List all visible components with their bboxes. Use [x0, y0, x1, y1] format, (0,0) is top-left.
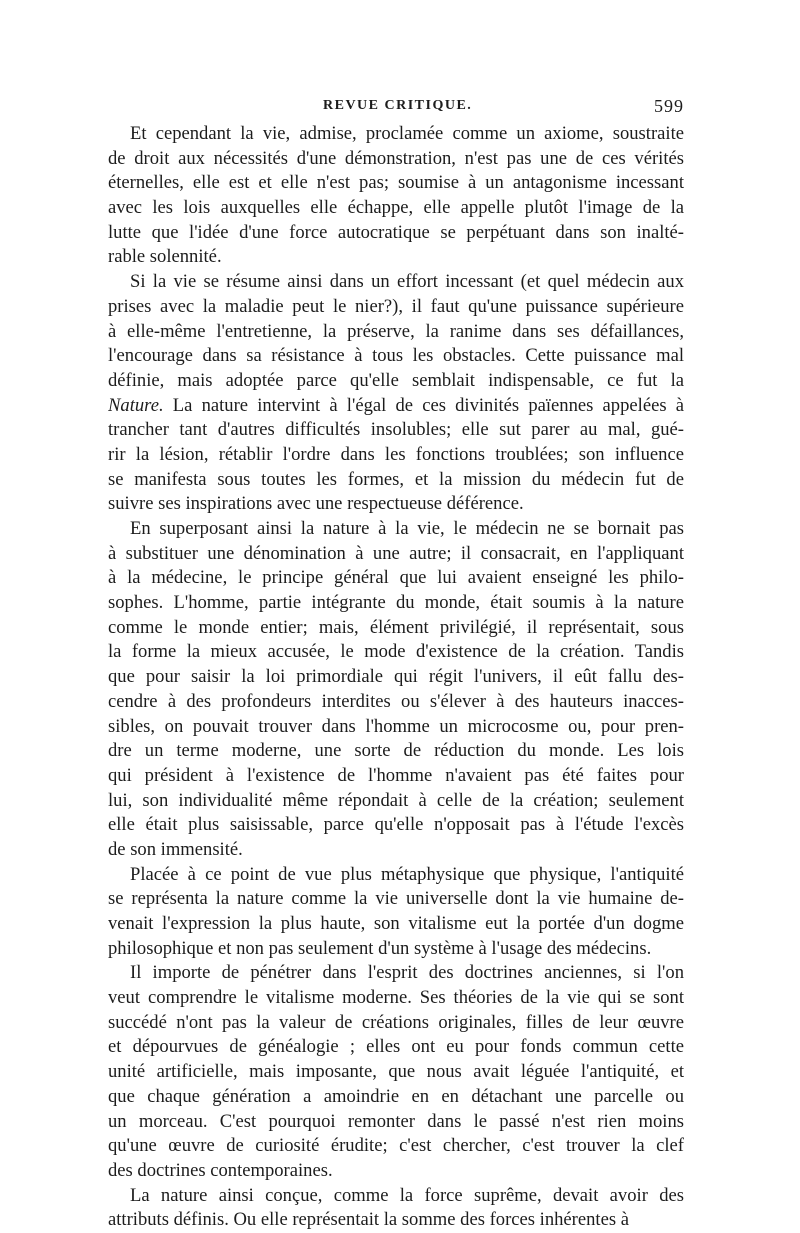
text-line: de son immensité.	[108, 838, 243, 860]
text-line: qui président à l'existence de l'homme n'avaient pas été faites pour	[108, 764, 684, 786]
text-line: éternelles, elle est et elle n'est pas; soumise à un antagonisme incessant	[108, 172, 684, 194]
paragraph	[108, 863, 684, 962]
text-line: de droit aux nécessités d'une démonstration, n'est pas une de ces vérités	[108, 147, 684, 169]
text-line: définie, mais adoptée parce qu'elle semblait indispensable, ce fut la	[108, 369, 684, 391]
text-line: Si la vie se résume ainsi dans un effort incessant (et quel médecin aux	[130, 271, 684, 293]
text-line: Nature. La nature intervint à l'égal de ces divinités païennes appelées à	[108, 394, 684, 416]
running-title: REVUE CRITIQUE.	[323, 98, 473, 113]
paragraph	[108, 122, 684, 270]
document-page	[108, 92, 684, 1233]
body-text	[108, 122, 684, 1233]
text-line: philosophique et non pas seulement d'un système à l'usage des médecins.	[108, 937, 652, 959]
text-line: suivre ses inspirations avec une respectueuse déférence.	[108, 493, 524, 515]
text-line: La nature ainsi conçue, comme la force suprême, devait avoir des	[130, 1184, 684, 1206]
text-line: se représenta la nature comme la vie universelle dont la vie humaine de-	[108, 888, 684, 910]
text-line: elle était plus saisissable, parce qu'elle n'opposait pas à l'étude l'excès	[108, 814, 684, 836]
text-line: veut comprendre le vitalisme moderne. Ses théories de la vie qui se sont	[108, 987, 684, 1009]
paragraph	[108, 961, 684, 1183]
text-line: sophes. L'homme, partie intégrante du monde, était soumis à la nature	[108, 592, 684, 614]
text-line: que pour saisir la loi primordiale qui régit l'univers, il eût fallu des-	[108, 666, 684, 688]
page-number: 599	[654, 96, 684, 116]
text-line: que chaque génération a amoindrie en en détachant une parcelle ou	[108, 1085, 684, 1107]
text-line: rir la lésion, rétablir l'ordre dans les fonctions troublées; son influence	[108, 443, 684, 465]
running-head	[108, 92, 684, 122]
text-line: dre un terme moderne, une sorte de réduction du monde. Les lois	[108, 740, 684, 762]
text-line: trancher tant d'autres difficultés insolubles; elle sut parer au mal, gué-	[108, 419, 684, 441]
paragraph	[108, 270, 684, 517]
paragraph	[108, 1184, 684, 1233]
text-line: à la médecine, le principe général que lui avaient enseigné les philo-	[108, 567, 684, 589]
text-line: succédé n'ont pas la valeur de créations originales, filles de leur œuvre	[108, 1011, 684, 1033]
text-line: unité artificielle, mais imposante, que nous avait léguée l'antiquité, et	[108, 1061, 684, 1083]
text-line: Et cependant la vie, admise, proclamée comme un axiome, soustraite	[130, 123, 684, 144]
text-line: cendre à des profondeurs interdites ou s'élever à des hauteurs inacces-	[108, 690, 684, 712]
text-line: l'encourage dans sa résistance à tous les obstacles. Cette puissance mal	[108, 345, 684, 367]
text-line: qu'une œuvre de curiosité érudite; c'est chercher, c'est trouver la clef	[108, 1135, 684, 1157]
text-line: comme le monde entier; mais, élément privilégié, il représentait, sous	[108, 616, 684, 638]
text-line: attributs définis. Ou elle représentait la somme des forces inhérentes à	[108, 1209, 629, 1231]
text-line: sibles, on pouvait trouver dans l'homme un microcosme ou, pour pren-	[108, 715, 684, 737]
text-line: à substituer une dénomination à une autre; il consacrait, en l'appliquant	[108, 542, 684, 564]
text-line: Il importe de pénétrer dans l'esprit des doctrines anciennes, si l'on	[130, 962, 684, 984]
text-line: se manifesta sous toutes les formes, et la mission du médecin fut de	[108, 468, 684, 490]
text-line: des doctrines contemporaines.	[108, 1159, 333, 1181]
text-line: rable solennité.	[108, 246, 222, 268]
paragraph	[108, 517, 684, 863]
text-line: la forme la mieux accusée, le mode d'existence de la création. Tandis	[108, 641, 684, 663]
text-line: un morceau. C'est pourquoi remonter dans le passé n'est rien moins	[108, 1110, 684, 1132]
text-line: lutte que l'idée d'une force autocratique se perpétuant dans son inalté-	[108, 221, 684, 243]
text-line: à elle-même l'entretienne, la préserve, la ranime dans ses défaillances,	[108, 320, 684, 342]
text-line: venait l'expression la plus haute, son vitalisme eut la portée d'un dogme	[108, 913, 684, 934]
text-line: Placée à ce point de vue plus métaphysique que physique, l'antiquité	[130, 863, 684, 885]
text-line: lui, son individualité même répondait à celle de la création; seulement	[108, 789, 684, 811]
text-line: et dépourvues de généalogie ; elles ont eu pour fonds commun cette	[108, 1036, 684, 1058]
text-line: prises avec la maladie peut le nier?), il faut qu'une puissance supérieure	[108, 295, 684, 317]
text-line: avec les lois auxquelles elle échappe, elle appelle plutôt l'image de la	[108, 197, 684, 219]
text-line: En superposant ainsi la nature à la vie, le médecin ne se bornait pas	[130, 518, 684, 539]
